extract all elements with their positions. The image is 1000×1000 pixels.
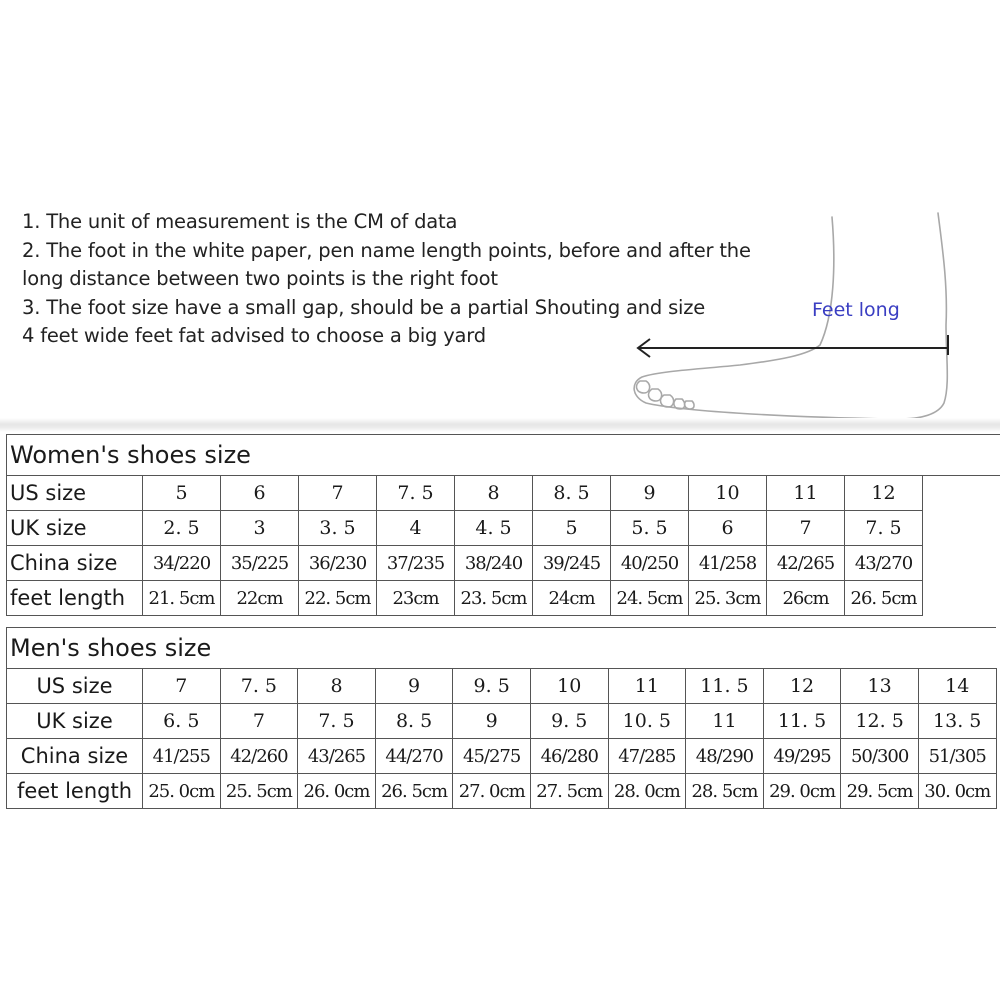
- table-cell: 6: [221, 476, 299, 511]
- instruction-line-2: 2. The foot in the white paper, pen name length points, before and after the: [22, 238, 751, 262]
- table-cell: 3: [221, 511, 299, 546]
- table-cell: 41/255: [143, 739, 221, 774]
- table-cell: 46/280: [530, 739, 608, 774]
- table-cell: 25. 0cm: [143, 774, 221, 809]
- table-cell: 9: [453, 704, 531, 739]
- table-cell: 26. 0cm: [298, 774, 376, 809]
- table-cell: 12: [845, 476, 923, 511]
- row-label: China size: [7, 546, 143, 581]
- mens-size-table: [6, 627, 997, 809]
- table-cell: 12: [763, 669, 841, 704]
- table-cell: 43/270: [845, 546, 923, 581]
- table-cell: 9: [611, 476, 689, 511]
- instruction-line-4: 3. The foot size have a small gap, should be a partial Shouting and size: [22, 295, 706, 319]
- table-cell: 5: [143, 476, 221, 511]
- row-label: UK size: [7, 704, 143, 739]
- table-cell: 13: [841, 669, 919, 704]
- table-cell: 9: [375, 669, 453, 704]
- table-cell: 45/275: [453, 739, 531, 774]
- table-cell: 9. 5: [530, 704, 608, 739]
- womens-size-table: [6, 434, 1000, 616]
- table-cell: 40/250: [611, 546, 689, 581]
- table-cell: 51/305: [918, 739, 996, 774]
- table-cell: 38/240: [455, 546, 533, 581]
- row-label: feet length: [7, 774, 143, 809]
- table-cell: 22. 5cm: [299, 581, 377, 616]
- table-cell: 14: [918, 669, 996, 704]
- instruction-line-5: 4 feet wide feet fat advised to choose a big yard: [22, 324, 486, 347]
- row-label: US size: [7, 669, 143, 704]
- table-cell: 13. 5: [918, 704, 996, 739]
- mens-us-row: [7, 669, 997, 704]
- table-cell: 48/290: [686, 739, 764, 774]
- table-cell: 6. 5: [143, 704, 221, 739]
- table-cell: 3. 5: [299, 511, 377, 546]
- table-cell: 6: [689, 511, 767, 546]
- table-cell: 7: [143, 669, 221, 704]
- table-cell: 10: [689, 476, 767, 511]
- table-cell: 8: [455, 476, 533, 511]
- table-cell: 7: [220, 704, 298, 739]
- toe-1: [637, 381, 650, 393]
- divider-strip: [0, 418, 1000, 432]
- empty-cell: [923, 546, 1000, 581]
- toe-2: [649, 389, 662, 401]
- table-cell: 44/270: [375, 739, 453, 774]
- toe-3: [661, 395, 674, 407]
- table-cell: 49/295: [763, 739, 841, 774]
- feet-long-label: Feet long: [812, 299, 900, 321]
- empty-cell: [923, 476, 1000, 511]
- row-label: feet length: [7, 581, 143, 616]
- table-cell: 2. 5: [143, 511, 221, 546]
- table-cell: 26. 5cm: [375, 774, 453, 809]
- table-cell: 4. 5: [455, 511, 533, 546]
- table-cell: 27. 5cm: [530, 774, 608, 809]
- table-cell: 43/265: [298, 739, 376, 774]
- table-cell: 35/225: [221, 546, 299, 581]
- table-cell: 23. 5cm: [455, 581, 533, 616]
- empty-cell: [923, 511, 1000, 546]
- table-cell: 24. 5cm: [611, 581, 689, 616]
- table-cell: 8. 5: [533, 476, 611, 511]
- mens-table-title: Men's shoes size: [7, 628, 997, 669]
- table-cell: 25. 3cm: [689, 581, 767, 616]
- table-cell: 21. 5cm: [143, 581, 221, 616]
- table-cell: 39/245: [533, 546, 611, 581]
- table-cell: 9. 5: [453, 669, 531, 704]
- table-cell: 4: [377, 511, 455, 546]
- mens-uk-row: [7, 704, 997, 739]
- table-cell: 30. 0cm: [918, 774, 996, 809]
- womens-china-row: [7, 546, 1000, 581]
- table-cell: 28. 0cm: [608, 774, 686, 809]
- table-cell: 41/258: [689, 546, 767, 581]
- table-cell: 42/265: [767, 546, 845, 581]
- table-cell: 23cm: [377, 581, 455, 616]
- foot-measurement-illustration: [620, 205, 1000, 433]
- table-cell: 11. 5: [763, 704, 841, 739]
- table-cell: 7. 5: [845, 511, 923, 546]
- table-cell: 8. 5: [375, 704, 453, 739]
- instruction-line-3: long distance between two points is the right foot: [22, 267, 498, 290]
- table-cell: 26. 5cm: [845, 581, 923, 616]
- table-cell: 22cm: [221, 581, 299, 616]
- table-cell: 11: [767, 476, 845, 511]
- table-cell: 7: [767, 511, 845, 546]
- row-label: China size: [7, 739, 143, 774]
- toe-5: [685, 401, 694, 409]
- table-cell: 5. 5: [611, 511, 689, 546]
- table-cell: 25. 5cm: [220, 774, 298, 809]
- table-cell: 5: [533, 511, 611, 546]
- womens-uk-row: [7, 511, 1000, 546]
- table-cell: 50/300: [841, 739, 919, 774]
- mens-feet-length-row: [7, 774, 997, 809]
- table-cell: 11: [608, 669, 686, 704]
- table-cell: 36/230: [299, 546, 377, 581]
- table-cell: 10: [530, 669, 608, 704]
- table-cell: 7: [299, 476, 377, 511]
- womens-us-row: [7, 476, 1000, 511]
- foot-outline: [634, 213, 947, 419]
- table-cell: 34/220: [143, 546, 221, 581]
- table-cell: 47/285: [608, 739, 686, 774]
- table-cell: 29. 5cm: [841, 774, 919, 809]
- table-cell: 12. 5: [841, 704, 919, 739]
- womens-feet-length-row: [7, 581, 1000, 616]
- row-label: UK size: [7, 511, 143, 546]
- table-cell: 11. 5: [686, 669, 764, 704]
- mens-china-row: [7, 739, 997, 774]
- empty-cell: [923, 581, 1000, 616]
- table-cell: 42/260: [220, 739, 298, 774]
- table-cell: 7. 5: [298, 704, 376, 739]
- instruction-line-1: 1. The unit of measurement is the CM of data: [22, 210, 458, 233]
- table-cell: 26cm: [767, 581, 845, 616]
- table-cell: 7. 5: [377, 476, 455, 511]
- table-cell: 7. 5: [220, 669, 298, 704]
- table-cell: 24cm: [533, 581, 611, 616]
- table-cell: 28. 5cm: [686, 774, 764, 809]
- table-cell: 27. 0cm: [453, 774, 531, 809]
- table-cell: 11: [686, 704, 764, 739]
- womens-table-title: Women's shoes size: [7, 435, 1000, 476]
- table-cell: 8: [298, 669, 376, 704]
- table-cell: 37/235: [377, 546, 455, 581]
- table-cell: 29. 0cm: [763, 774, 841, 809]
- row-label: US size: [7, 476, 143, 511]
- table-cell: 10. 5: [608, 704, 686, 739]
